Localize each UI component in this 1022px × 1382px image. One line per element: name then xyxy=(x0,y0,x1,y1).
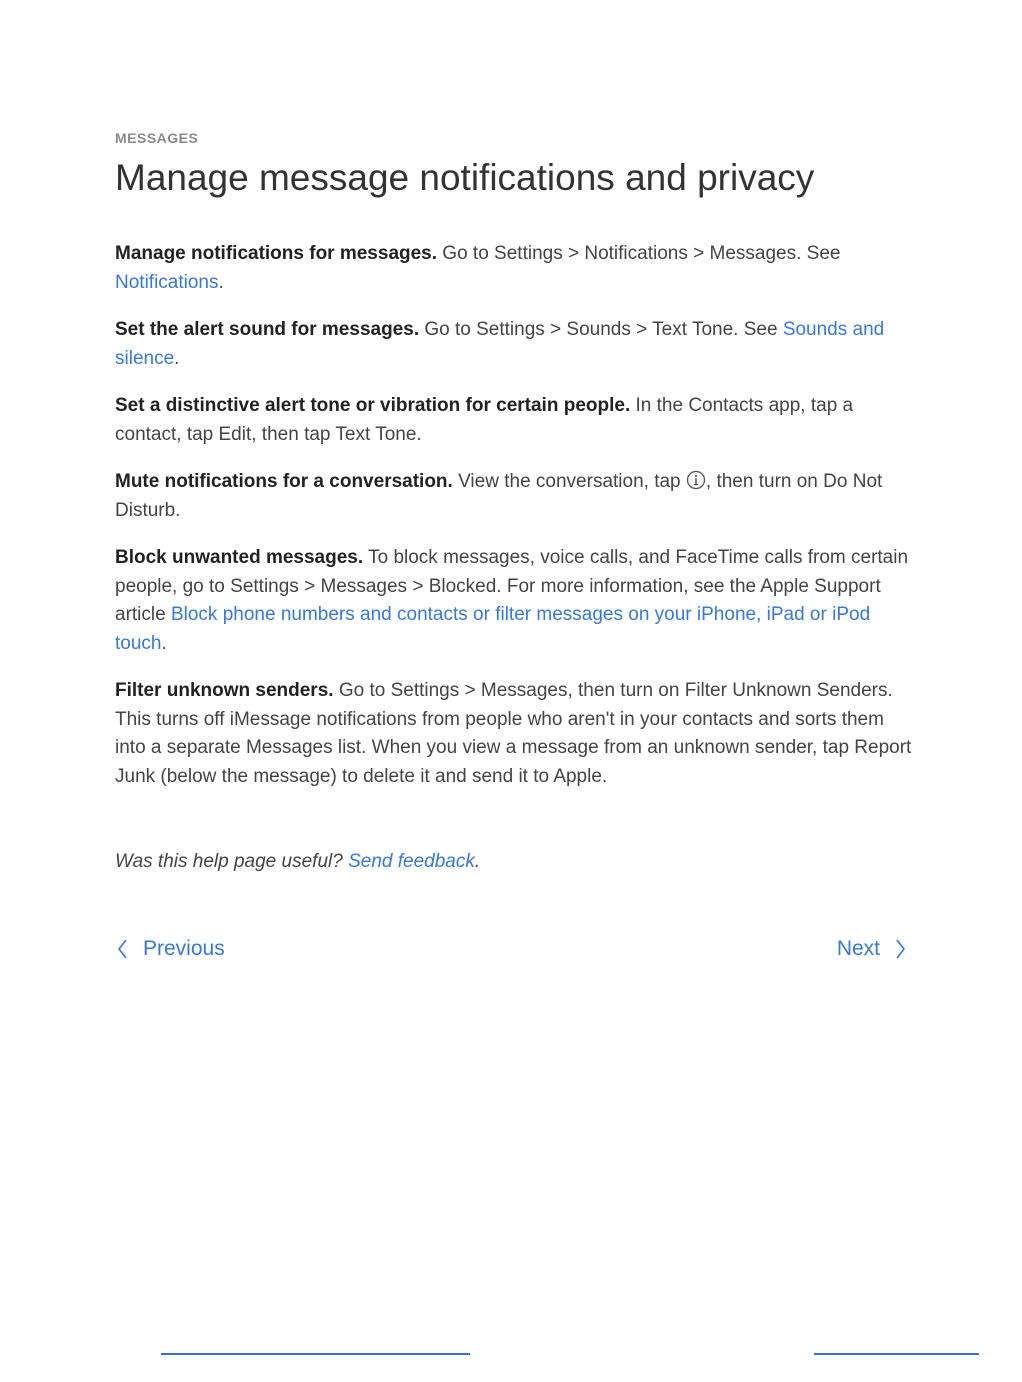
next-button[interactable] xyxy=(837,934,908,964)
paragraph-lead: Manage notifications for messages. xyxy=(115,243,438,264)
section-label: MESSAGES xyxy=(115,130,199,146)
paragraph-distinctive-tone xyxy=(115,392,915,449)
page-title: Manage message notifications and privacy xyxy=(115,157,815,198)
paragraph-mute-conversation xyxy=(115,468,915,525)
paragraph-manage-notifications xyxy=(115,240,915,297)
feedback-prompt xyxy=(115,848,480,876)
previous-label: Previous xyxy=(143,937,225,960)
paragraph-lead: Block unwanted messages. xyxy=(115,547,364,568)
paragraph-lead: Filter unknown senders. xyxy=(115,680,334,701)
previous-button[interactable] xyxy=(115,934,225,964)
article-body xyxy=(115,240,915,791)
next-label: Next xyxy=(836,937,880,960)
feedback-punct: . xyxy=(474,851,481,872)
paragraph-text: View the conversation, tap xyxy=(452,471,686,492)
sounds-and-silence-link[interactable]: Sounds and silence xyxy=(115,319,885,369)
paragraph-punct: . xyxy=(161,632,167,654)
paragraph-text: Go to Settings > Notifications > Messages. See xyxy=(437,243,841,264)
footer-rule-left xyxy=(161,1353,470,1355)
paragraph-punct: . xyxy=(218,271,224,293)
footer-rule-right xyxy=(814,1353,979,1355)
paragraph-lead: Set a distinctive alert tone or vibration for certain people. xyxy=(115,395,631,416)
paragraph-block-messages xyxy=(115,544,915,658)
chevron-right-icon xyxy=(892,937,908,961)
feedback-question: Was this help page useful? xyxy=(115,851,349,872)
paragraph-text: Go to Settings > Sounds > Text Tone. See xyxy=(419,319,783,340)
info-circle-icon xyxy=(686,470,706,490)
paragraph-punct: . xyxy=(174,347,180,369)
paragraph-text: In the Contacts app, tap a contact, tap Edit, then tap Text Tone. xyxy=(115,395,854,445)
paragraph-text: Go to Settings > Messages, then turn on Filter Unknown Senders. This turns off iMessage notifications from people who aren't in your contacts and sorts them into a separate Messages list. When you view a message from an unknown sender, tap Report Junk (below the message) to delete it and send it to Apple. xyxy=(115,680,912,787)
paragraph-lead: Set the alert sound for messages. xyxy=(115,319,420,340)
help-article xyxy=(115,128,915,810)
chevron-left-icon xyxy=(115,937,131,961)
paragraph-text: To block messages, voice calls, and FaceTime calls from certain people, go to Settings > Messages > Blocked. For more information, see the Apple Support article xyxy=(115,547,909,625)
block-numbers-link[interactable]: Block phone numbers and contacts or filter messages on your iPhone, iPad or iPod touch xyxy=(115,604,871,654)
send-feedback-link[interactable]: Send feedback xyxy=(348,851,475,872)
paragraph-lead: Mute notifications for a conversation. xyxy=(115,471,453,492)
paragraph-alert-sound xyxy=(115,316,915,373)
notifications-link[interactable]: Notifications xyxy=(115,271,219,293)
paragraph-filter-unknown xyxy=(115,677,915,791)
paragraph-text: , then turn on Do Not Disturb. xyxy=(115,471,883,521)
